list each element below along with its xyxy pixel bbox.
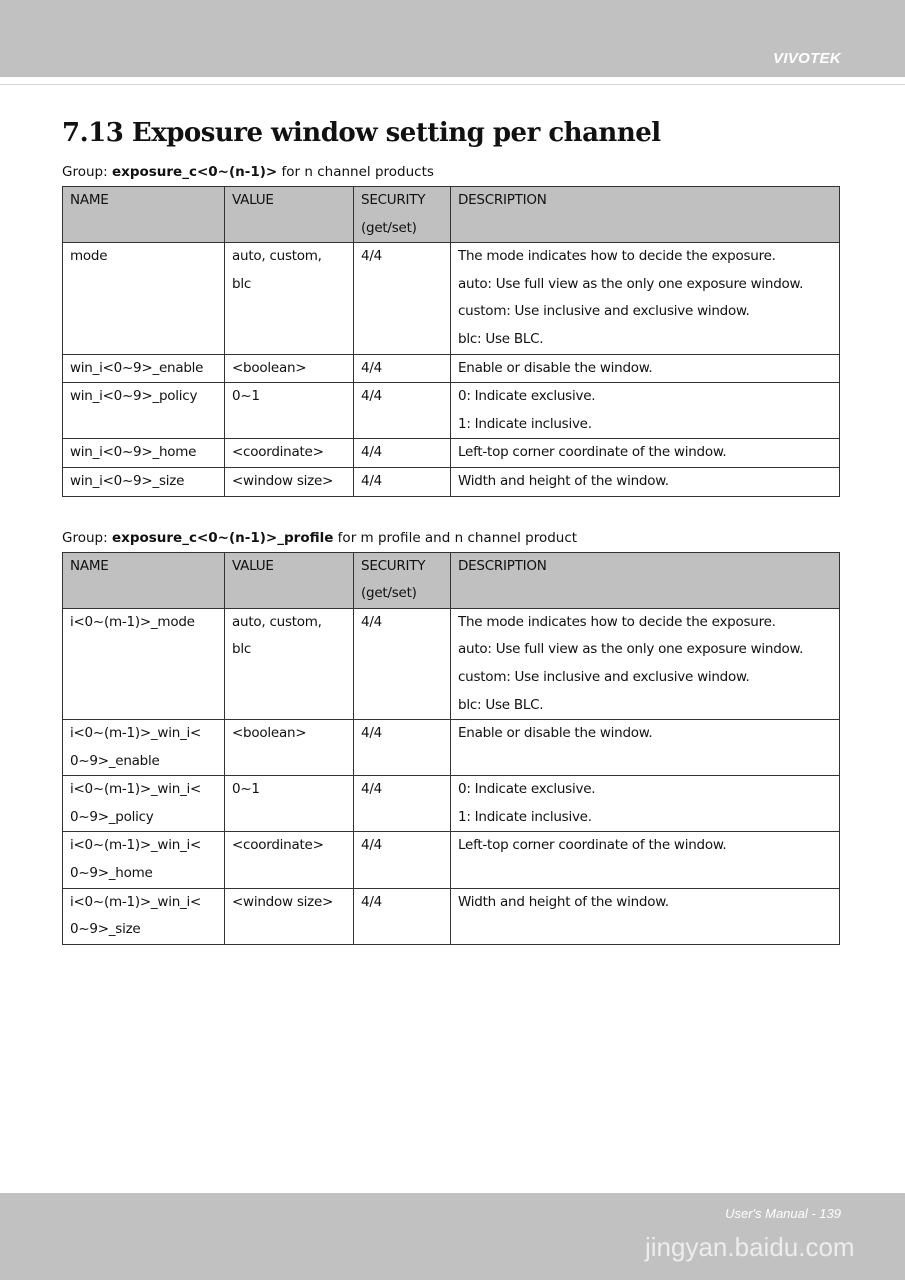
name-cell: win_i<0~9>_size (63, 467, 225, 496)
description-cell: The mode indicates how to decide the exposure. auto: Use full view as the only one exposure window. custom: Use inclusive and exclusive window. blc: Use BLC. (451, 243, 840, 354)
value-cell: 0~1 (225, 383, 354, 439)
table-row (63, 888, 840, 944)
table-row (63, 776, 840, 832)
value-cell: <window size> (225, 467, 354, 496)
column-header-description: DESCRIPTION (451, 552, 840, 608)
table-row (63, 439, 840, 468)
parameter-table-2 (62, 552, 840, 945)
description-cell: 0: Indicate exclusive. 1: Indicate inclusive. (451, 776, 840, 832)
security-cell: 4/4 (354, 354, 451, 383)
value-cell: 0~1 (225, 776, 354, 832)
security-cell: 4/4 (354, 720, 451, 776)
name-cell: win_i<0~9>_policy (63, 383, 225, 439)
column-header-security: SECURITY (get/set) (354, 187, 451, 243)
group-name: exposure_c<0~(n-1)>_profile (111, 529, 334, 546)
value-cell: <boolean> (225, 720, 354, 776)
description-cell: Width and height of the window. (451, 888, 840, 944)
name-cell: i<0~(m-1)>_win_i< 0~9>_home (63, 832, 225, 888)
value-cell: <window size> (225, 888, 354, 944)
name-cell: i<0~(m-1)>_win_i< 0~9>_enable (63, 720, 225, 776)
group-prefix: Group: (62, 529, 112, 546)
security-cell: 4/4 (354, 832, 451, 888)
column-header-description: DESCRIPTION (451, 187, 840, 243)
table-row (63, 383, 840, 439)
table-row (63, 720, 840, 776)
group-prefix: Group: (62, 164, 112, 180)
brand-logo: VIVOTEK (773, 50, 841, 67)
name-cell: win_i<0~9>_home (63, 439, 225, 468)
column-header-value: VALUE (225, 187, 354, 243)
page-number: User's Manual - 139 (725, 1206, 841, 1221)
value-cell: auto, custom, blc (225, 608, 354, 719)
watermark-logo: Baidu 经验 (640, 1147, 843, 1191)
group-label-2 (62, 530, 839, 547)
group-suffix: for n channel products (277, 164, 434, 180)
description-cell: Enable or disable the window. (451, 354, 840, 383)
table-row (63, 354, 840, 383)
table-header-row (63, 187, 840, 243)
group-name: exposure_c<0~(n-1)> (111, 164, 278, 180)
group-suffix: for m profile and n channel product (333, 529, 578, 546)
security-cell: 4/4 (354, 888, 451, 944)
security-cell: 4/4 (354, 467, 451, 496)
header-band (0, 0, 905, 77)
watermark-url: jingyan.baidu.com (645, 1232, 855, 1262)
description-cell: Width and height of the window. (451, 467, 840, 496)
parameter-table-1 (62, 186, 840, 497)
security-cell: 4/4 (354, 608, 451, 719)
section-title: 7.13 Exposure window setting per channel (62, 118, 661, 148)
value-cell: <boolean> (225, 354, 354, 383)
table-row (63, 832, 840, 888)
column-header-name: NAME (63, 187, 225, 243)
description-cell: The mode indicates how to decide the exposure. auto: Use full view as the only one exposure window. custom: Use inclusive and exclusive window. blc: Use BLC. (451, 608, 840, 719)
column-header-security: SECURITY (get/set) (354, 552, 451, 608)
column-header-value: VALUE (225, 552, 354, 608)
description-cell: 0: Indicate exclusive. 1: Indicate inclusive. (451, 383, 840, 439)
value-cell: <coordinate> (225, 439, 354, 468)
description-cell: Left-top corner coordinate of the window. (451, 439, 840, 468)
value-cell: auto, custom, blc (225, 243, 354, 354)
table-header-row (63, 552, 840, 608)
name-cell: i<0~(m-1)>_win_i< 0~9>_policy (63, 776, 225, 832)
name-cell: i<0~(m-1)>_mode (63, 608, 225, 719)
name-cell: win_i<0~9>_enable (63, 354, 225, 383)
value-cell: <coordinate> (225, 832, 354, 888)
description-cell: Enable or disable the window. (451, 720, 840, 776)
name-cell: i<0~(m-1)>_win_i< 0~9>_size (63, 888, 225, 944)
page-content (62, 116, 839, 945)
table-row (63, 608, 840, 719)
table-row (63, 467, 840, 496)
table-row (63, 243, 840, 354)
security-cell: 4/4 (354, 243, 451, 354)
header-divider (0, 84, 905, 85)
column-header-name: NAME (63, 552, 225, 608)
security-cell: 4/4 (354, 439, 451, 468)
description-cell: Left-top corner coordinate of the window. (451, 832, 840, 888)
security-cell: 4/4 (354, 776, 451, 832)
name-cell: mode (63, 243, 225, 354)
security-cell: 4/4 (354, 383, 451, 439)
group-label-1 (62, 164, 839, 181)
